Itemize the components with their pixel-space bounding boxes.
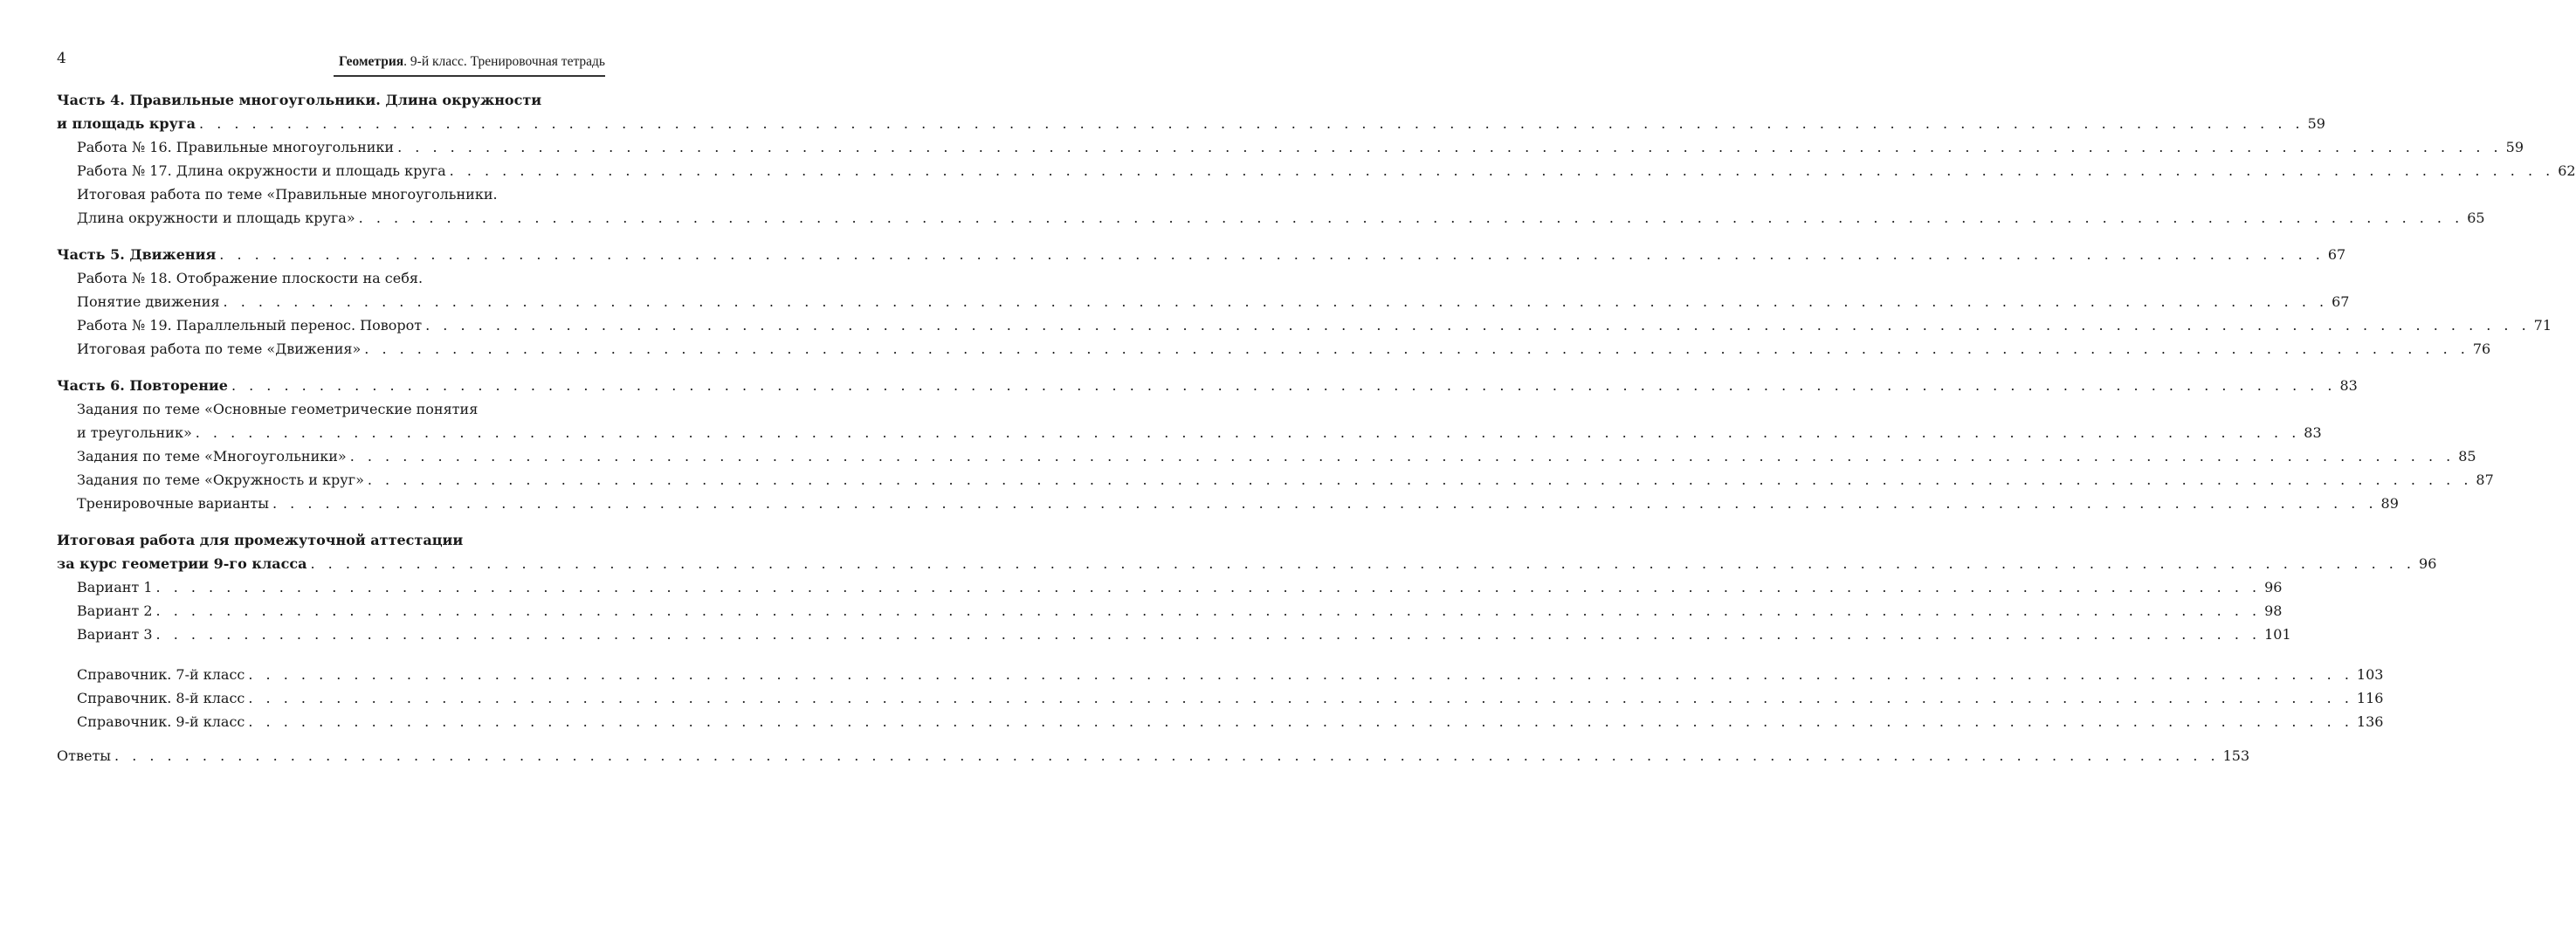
toc-entry-line: Часть 4. Правильные многоугольники. Длина окружности bbox=[57, 92, 542, 108]
toc-entry-title: Вариант 3 bbox=[77, 626, 153, 643]
toc-entry bbox=[77, 337, 2491, 361]
dot-leader: . . . . . . . . . . . . . . . . . . . . . . . . . . . . . . . . . . . . . . . . . . . . . . . . . . . . . . . . . . . . . . . . . . . . . . . . . . . . . . . . . . . . . . . . . . . . . . . . . . . . . . . . . . . . . . . . . . . . . . . . bbox=[199, 115, 2304, 132]
toc-entry bbox=[77, 159, 2576, 182]
dot-leader: . . . . . . . . . . . . . . . . . . . . . . . . . . . . . . . . . . . . . . . . . . . . . . . . . . . . . . . . . . . . . . . . . . . . . . . . . . . . . . . . . . . . . . . . . . . . . . . . . . . . . . . . . . . . . . . . . . . . . . . . bbox=[349, 448, 2455, 465]
toc-page-number: 83 bbox=[2339, 377, 2358, 394]
toc-entry bbox=[57, 744, 2250, 767]
running-head bbox=[339, 54, 605, 70]
toc-page-number: 83 bbox=[2304, 424, 2322, 441]
toc-page-number: 89 bbox=[2380, 495, 2399, 512]
toc-page-number: 103 bbox=[2356, 666, 2384, 683]
toc-entry bbox=[77, 135, 2524, 159]
toc-entry-title: Задания по теме «Окружность и круг» bbox=[77, 472, 364, 488]
toc-entry bbox=[77, 468, 2494, 492]
toc-page-number: 87 bbox=[2476, 472, 2494, 488]
toc-entry-title: Работа № 17. Длина окружности и площадь круга bbox=[77, 162, 446, 179]
toc-entry-title: Справочник. 7-й класс bbox=[77, 666, 245, 683]
toc-entry-title: Справочник. 8-й класс bbox=[77, 690, 245, 706]
toc-entry-title: и треугольник» bbox=[77, 424, 192, 441]
toc-entry-title: Итоговая работа по теме «Движения» bbox=[77, 341, 362, 357]
toc-entry bbox=[57, 374, 2358, 397]
toc-entry-title: Работа № 19. Параллельный перенос. Поворот bbox=[77, 317, 423, 334]
toc-entry-title: Работа № 16. Правильные многоугольники bbox=[77, 139, 395, 155]
toc-entry bbox=[57, 243, 2346, 266]
toc-page-number: 76 bbox=[2472, 341, 2491, 357]
dot-leader: . . . . . . . . . . . . . . . . . . . . . . . . . . . . . . . . . . . . . . . . . . . . . . . . . . . . . . . . . . . . . . . . . . . . . . . . . . . . . . . . . . . . . . . . . . . . . . . . . . . . . . . . . . . . . . . . . . . . . . . . bbox=[155, 626, 2262, 643]
toc-entry bbox=[77, 397, 2322, 444]
dot-leader: . . . . . . . . . . . . . . . . . . . . . . . . . . . . . . . . . . . . . . . . . . . . . . . . . . . . . . . . . . . . . . . . . . . . . . . . . . . . . . . . . . . . . . . . . . . . . . . . . . . . . . . . . . . . . . . . . . . . . . . . bbox=[272, 495, 2378, 512]
dot-leader: . . . . . . . . . . . . . . . . . . . . . . . . . . . . . . . . . . . . . . . . . . . . . . . . . . . . . . . . . . . . . . . . . . . . . . . . . . . . . . . . . . . . . . . . . . . . . . . . . . . . . . . . . . . . . . . . . . . . . . . . bbox=[219, 246, 2325, 263]
toc-entry bbox=[77, 492, 2399, 515]
dot-leader: . . . . . . . . . . . . . . . . . . . . . . . . . . . . . . . . . . . . . . . . . . . . . . . . . . . . . . . . . . . . . . . . . . . . . . . . . . . . . . . . . . . . . . . . . . . . . . . . . . . . . . . . . . . . . . . . . . . . . . . . bbox=[367, 472, 2473, 488]
dot-leader: . . . . . . . . . . . . . . . . . . . . . . . . . . . . . . . . . . . . . . . . . . . . . . . . . . . . . . . . . . . . . . . . . . . . . . . . . . . . . . . . . . . . . . . . . . . . . . . . . . . . . . . . . . . . . . . . . . . . . . . . bbox=[223, 293, 2329, 310]
dot-leader: . . . . . . . . . . . . . . . . . . . . . . . . . . . . . . . . . . . . . . . . . . . . . . . . . . . . . . . . . . . . . . . . . . . . . . . . . . . . . . . . . . . . . . . . . . . . . . . . . . . . . . . . . . . . . . . . . . . . . . . . bbox=[310, 555, 2416, 572]
running-head-rest: . 9-й класс. Тренировочная тетрадь bbox=[403, 54, 605, 69]
toc-entry-line: Итоговая работа по теме «Правильные многоугольники. bbox=[77, 186, 498, 203]
toc-entry bbox=[77, 623, 2291, 646]
toc-page-number: 136 bbox=[2356, 713, 2384, 730]
toc-page-number: 98 bbox=[2264, 602, 2283, 619]
toc-entry bbox=[77, 599, 2283, 623]
toc-entry bbox=[77, 266, 2350, 313]
dot-leader: . . . . . . . . . . . . . . . . . . . . . . . . . . . . . . . . . . . . . . . . . . . . . . . . . . . . . . . . . . . . . . . . . . . . . . . . . . . . . . . . . . . . . . . . . . . . . . . . . . . . . . . . . . . . . . . . . . . . . . . . bbox=[425, 317, 2531, 334]
toc-entry-title: Длина окружности и площадь круга» bbox=[77, 210, 355, 226]
page-number: 4 bbox=[57, 50, 66, 67]
dot-leader: . . . . . . . . . . . . . . . . . . . . . . . . . . . . . . . . . . . . . . . . . . . . . . . . . . . . . . . . . . . . . . . . . . . . . . . . . . . . . . . . . . . . . . . . . . . . . . . . . . . . . . . . . . . . . . . . . . . . . . . . bbox=[195, 424, 2301, 441]
toc-entry-title: и площадь круга bbox=[57, 115, 196, 132]
dot-leader: . . . . . . . . . . . . . . . . . . . . . . . . . . . . . . . . . . . . . . . . . . . . . . . . . . . . . . . . . . . . . . . . . . . . . . . . . . . . . . . . . . . . . . . . . . . . . . . . . . . . . . . . . . . . . . . . . . . . . . . . bbox=[358, 210, 2464, 226]
toc-entry-title: Вариант 2 bbox=[77, 602, 153, 619]
dot-leader: . . . . . . . . . . . . . . . . . . . . . . . . . . . . . . . . . . . . . . . . . . . . . . . . . . . . . . . . . . . . . . . . . . . . . . . . . . . . . . . . . . . . . . . . . . . . . . . . . . . . . . . . . . . . . . . . . . . . . . . . bbox=[155, 602, 2262, 619]
toc-entry-line: Итоговая работа для промежуточной аттестации bbox=[57, 532, 464, 548]
dot-leader: . . . . . . . . . . . . . . . . . . . . . . . . . . . . . . . . . . . . . . . . . . . . . . . . . . . . . . . . . . . . . . . . . . . . . . . . . . . . . . . . . . . . . . . . . . . . . . . . . . . . . . . . . . . . . . . . . . . . . . . . bbox=[114, 747, 2220, 764]
toc-entry bbox=[57, 528, 2437, 575]
dot-leader: . . . . . . . . . . . . . . . . . . . . . . . . . . . . . . . . . . . . . . . . . . . . . . . . . . . . . . . . . . . . . . . . . . . . . . . . . . . . . . . . . . . . . . . . . . . . . . . . . . . . . . . . . . . . . . . . . . . . . . . . bbox=[364, 341, 2469, 357]
toc-page-number: 59 bbox=[2505, 139, 2524, 155]
toc-entry bbox=[57, 88, 2325, 135]
toc-page-number: 67 bbox=[2331, 293, 2350, 310]
dot-leader: . . . . . . . . . . . . . . . . . . . . . . . . . . . . . . . . . . . . . . . . . . . . . . . . . . . . . . . . . . . . . . . . . . . . . . . . . . . . . . . . . . . . . . . . . . . . . . . . . . . . . . . . . . . . . . . . . . . . . . . . bbox=[449, 162, 2555, 179]
dot-leader: . . . . . . . . . . . . . . . . . . . . . . . . . . . . . . . . . . . . . . . . . . . . . . . . . . . . . . . . . . . . . . . . . . . . . . . . . . . . . . . . . . . . . . . . . . . . . . . . . . . . . . . . . . . . . . . . . . . . . . . . bbox=[248, 713, 2353, 730]
dot-leader: . . . . . . . . . . . . . . . . . . . . . . . . . . . . . . . . . . . . . . . . . . . . . . . . . . . . . . . . . . . . . . . . . . . . . . . . . . . . . . . . . . . . . . . . . . . . . . . . . . . . . . . . . . . . . . . . . . . . . . . . bbox=[155, 579, 2262, 595]
toc-entry bbox=[77, 444, 2476, 468]
toc-page-number: 71 bbox=[2533, 317, 2552, 334]
toc-entry-title: за курс геометрии 9-го класса bbox=[57, 555, 307, 572]
toc-page-number: 62 bbox=[2558, 162, 2576, 179]
toc-entry bbox=[77, 182, 2485, 230]
toc-entry bbox=[77, 710, 2384, 733]
dot-leader: . . . . . . . . . . . . . . . . . . . . . . . . . . . . . . . . . . . . . . . . . . . . . . . . . . . . . . . . . . . . . . . . . . . . . . . . . . . . . . . . . . . . . . . . . . . . . . . . . . . . . . . . . . . . . . . . . . . . . . . . bbox=[248, 690, 2353, 706]
toc-page-number: 96 bbox=[2419, 555, 2437, 572]
toc-page-number: 65 bbox=[2467, 210, 2485, 226]
toc-entry-line: Работа № 18. Отображение плоскости на себя. bbox=[77, 270, 424, 286]
toc-entry bbox=[77, 575, 2283, 599]
toc-entry-title: Часть 6. Повторение bbox=[57, 377, 228, 394]
toc-entry-title: Понятие движения bbox=[77, 293, 220, 310]
toc-entry bbox=[77, 313, 2552, 337]
dot-leader: . . . . . . . . . . . . . . . . . . . . . . . . . . . . . . . . . . . . . . . . . . . . . . . . . . . . . . . . . . . . . . . . . . . . . . . . . . . . . . . . . . . . . . . . . . . . . . . . . . . . . . . . . . . . . . . . . . . . . . . . bbox=[397, 139, 2503, 155]
toc-page-number: 96 bbox=[2264, 579, 2283, 595]
dot-leader: . . . . . . . . . . . . . . . . . . . . . . . . . . . . . . . . . . . . . . . . . . . . . . . . . . . . . . . . . . . . . . . . . . . . . . . . . . . . . . . . . . . . . . . . . . . . . . . . . . . . . . . . . . . . . . . . . . . . . . . . bbox=[231, 377, 2337, 394]
toc-entry-line: Задания по теме «Основные геометрические понятия bbox=[77, 401, 479, 417]
toc-page-number: 153 bbox=[2222, 747, 2250, 764]
toc-entry-title: Часть 5. Движения bbox=[57, 246, 217, 263]
header-rule bbox=[334, 75, 605, 77]
toc-entry-title: Справочник. 9-й класс bbox=[77, 713, 245, 730]
toc-entry bbox=[77, 663, 2384, 686]
toc-entry-title: Задания по теме «Многоугольники» bbox=[77, 448, 347, 465]
toc-entry-title: Тренировочные варианты bbox=[77, 495, 269, 512]
toc-page-number: 116 bbox=[2356, 690, 2384, 706]
toc-entry bbox=[77, 686, 2384, 710]
toc-entry-title: Ответы bbox=[57, 747, 112, 764]
toc-page-number: 59 bbox=[2307, 115, 2325, 132]
dot-leader: . . . . . . . . . . . . . . . . . . . . . . . . . . . . . . . . . . . . . . . . . . . . . . . . . . . . . . . . . . . . . . . . . . . . . . . . . . . . . . . . . . . . . . . . . . . . . . . . . . . . . . . . . . . . . . . . . . . . . . . . bbox=[248, 666, 2353, 683]
toc-page-number: 67 bbox=[2327, 246, 2346, 263]
toc-page-number: 101 bbox=[2264, 626, 2291, 643]
toc-page-number: 85 bbox=[2458, 448, 2476, 465]
toc-entry-title: Вариант 1 bbox=[77, 579, 153, 595]
table-of-contents bbox=[57, 88, 2576, 767]
running-head-bold: Геометрия bbox=[338, 54, 404, 69]
